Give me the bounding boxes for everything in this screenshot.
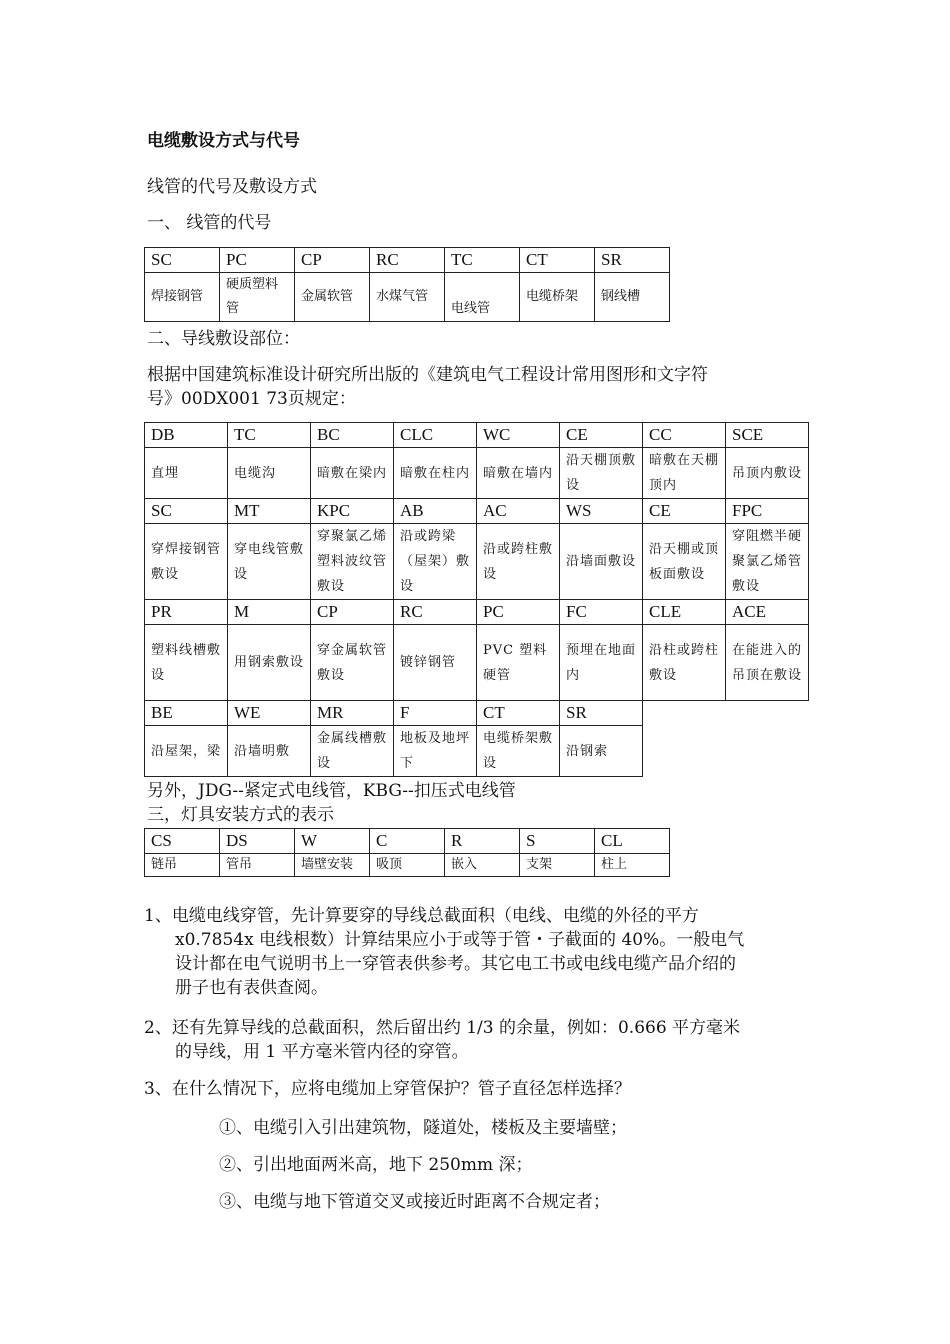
table-cell-code: RC [394,600,477,625]
table-cell-code: CP [295,248,370,273]
table-cell-desc: 硬质塑料管 [220,273,295,322]
table-cell-code: BE [145,701,228,726]
sub-item-2: ②、引出地面两米高，地下 250mm 深； [219,1155,533,1175]
table-cell-code: SCE [726,423,809,448]
document-title: 电缆敷设方式与代号 [147,131,300,151]
table-cell-desc: 预埋在地面内 [560,625,643,701]
list-item-2-line-1: 2、还有先算导线的总截面积，然后留出约 1/3 的余量，例如：0.666 平方毫米 [144,1018,741,1038]
sub-item-3: ③、电缆与地下管道交叉或接近时距离不合规定者； [219,1192,610,1212]
table-cell-empty [643,701,726,726]
table-cell-code: CC [643,423,726,448]
table-cell-desc: PVC 塑料硬管 [477,625,560,701]
table-cell-code: M [228,600,311,625]
list-item-2-line-2: 的导线，用 1 平方毫米管内径的穿管。 [175,1042,469,1062]
table-cell-desc: 直埋 [145,448,228,499]
table-cell-code: AB [394,499,477,524]
table-cell-code: DS [220,829,295,854]
table-cell-desc: 沿天棚或顶板面敷设 [643,524,726,600]
table-cell-desc: 暗敷在墙内 [477,448,560,499]
table-cell-desc: 暗敷在柱内 [394,448,477,499]
table-cell-desc: 在能进入的吊顶在敷设 [726,625,809,701]
table-cell-desc: 电线管 [445,273,520,322]
table-cell-desc: 墙壁安装 [295,854,370,877]
table-cell-code: CL [595,829,670,854]
table-cell-code: FPC [726,499,809,524]
table-cell-code: CS [145,829,220,854]
table-cell-desc: 电缆沟 [228,448,311,499]
table-cell-desc: 电缆桥架 [520,273,595,322]
table-cell-desc: 暗敷在梁内 [311,448,394,499]
table-cell-desc: 水煤气管 [370,273,445,322]
table-cell-code: CP [311,600,394,625]
list-item-1-line-1: 1、电缆电线穿管，先计算要穿的导线总截面积（电线、电缆的外径的平方 [144,906,699,926]
table-row [145,248,670,273]
table-cell-code: CLE [643,600,726,625]
table-cell-code: AC [477,499,560,524]
table-row [145,524,809,600]
intro-paragraph-line-1: 根据中国建筑标准设计研究所出版的《建筑电气工程设计常用图形和文字符 [147,365,708,385]
lighting-install-table [144,828,670,877]
table-cell-desc: 电缆桥架敷设 [477,726,560,777]
section-heading-wiring-locations: 二、导线敷设部位： [147,329,300,349]
table-cell-desc: 用钢索敷设 [228,625,311,701]
table-cell-code: ACE [726,600,809,625]
table-cell-desc: 沿天棚顶敷设 [560,448,643,499]
table-cell-desc: 穿焊接钢管敷设 [145,524,228,600]
table-row [145,499,809,524]
wiring-location-table [144,422,809,777]
table-cell-empty [643,726,726,777]
table-cell-desc: 穿聚氯乙烯塑料波纹管敷设 [311,524,394,600]
table-cell-desc: 沿墙明敷 [228,726,311,777]
table-cell-code: CT [520,248,595,273]
table-cell-desc: 穿阻燃半硬聚氯乙烯管敷设 [726,524,809,600]
table-cell-desc: 链吊 [145,854,220,877]
table-row [145,600,809,625]
table-cell-desc: 钢线槽 [595,273,670,322]
table-cell-desc: 镀锌钢管 [394,625,477,701]
table-row [145,726,809,777]
table-cell-code: C [370,829,445,854]
table-cell-code: R [445,829,520,854]
table-cell-desc: 吊顶内敷设 [726,448,809,499]
table-cell-code: CE [643,499,726,524]
table-cell-code: W [295,829,370,854]
table-cell-code: RC [370,248,445,273]
table-cell-code: MT [228,499,311,524]
table-cell-desc: 金属软管 [295,273,370,322]
section-heading-conduit-codes: 一、 线管的代号 [147,213,272,233]
table-cell-code: PC [220,248,295,273]
table-cell-empty [726,726,809,777]
table-row [145,625,809,701]
table-cell-desc: 沿或跨柱敷设 [477,524,560,600]
table-cell-desc: 沿墙面敷设 [560,524,643,600]
list-item-1 [144,904,744,1000]
table-cell-empty [726,701,809,726]
table-cell-desc: 沿钢索 [560,726,643,777]
table-cell-code: SR [595,248,670,273]
table-cell-code: SC [145,248,220,273]
table-cell-desc: 吸顶 [370,854,445,877]
section-heading-conduits: 线管的代号及敷设方式 [147,177,317,197]
list-item-3: 3、在什么情况下，应将电缆加上穿管保护？管子直径怎样选择？ [144,1079,631,1099]
table-cell-desc: 管吊 [220,854,295,877]
table-cell-desc: 地板及地坪下 [394,726,477,777]
table-cell-desc: 沿柱或跨柱敷设 [643,625,726,701]
table-cell-desc: 沿屋架，梁 [145,726,228,777]
table-cell-desc: 支架 [520,854,595,877]
table-cell-code: KPC [311,499,394,524]
table-cell-code: PR [145,600,228,625]
table-cell-code: FC [560,600,643,625]
table-cell-code: DB [145,423,228,448]
list-item-1-line-3: 设计都在电气说明书上一穿管表供参考。其它电工书或电线电缆产品介绍的 [175,954,736,974]
table-cell-code: WC [477,423,560,448]
table-row [145,273,670,322]
table-cell-desc: 穿电线管敷设 [228,524,311,600]
table-cell-code: F [394,701,477,726]
table-row [145,423,809,448]
table-cell-desc: 嵌入 [445,854,520,877]
list-item-2 [144,1016,740,1064]
table-cell-desc: 暗敷在天棚顶内 [643,448,726,499]
table-row [145,701,809,726]
sub-item-1: ①、电缆引入引出建筑物，隧道处，楼板及主要墙壁； [219,1118,627,1138]
table-cell-code: WE [228,701,311,726]
table-row [145,448,809,499]
table-cell-desc: 柱上 [595,854,670,877]
section-heading-lighting: 三，灯具安装方式的表示 [147,805,334,825]
table-cell-code: PC [477,600,560,625]
intro-paragraph-line-2: 号》00DX001 73页规定： [147,389,356,409]
table-cell-code: TC [445,248,520,273]
table-cell-code: CE [560,423,643,448]
table-cell-desc: 焊接钢管 [145,273,220,322]
table-cell-code: WS [560,499,643,524]
table-cell-code: S [520,829,595,854]
table-row [145,829,670,854]
table-cell-code: MR [311,701,394,726]
table-cell-code: SC [145,499,228,524]
table-cell-desc: 塑料线槽敷设 [145,625,228,701]
list-item-1-line-2: x0.7854x 电线根数）计算结果应小于或等于管・子截面的 40%。一般电气 [175,930,745,950]
table-cell-code: CLC [394,423,477,448]
table-cell-desc: 穿金属软管敷设 [311,625,394,701]
table-cell-code: CT [477,701,560,726]
conduit-code-table [144,247,670,322]
table-cell-desc: 金属线槽敷设 [311,726,394,777]
table-cell-code: TC [228,423,311,448]
list-item-1-line-4: 册子也有表供查阅。 [175,978,328,998]
table-cell-desc: 沿或跨梁（屋架）敷设 [394,524,477,600]
table-cell-code: BC [311,423,394,448]
table-row [145,854,670,877]
note-jdg-kbg: 另外，JDG--紧定式电线管，KBG--扣压式电线管 [147,781,516,801]
table-cell-code: SR [560,701,643,726]
